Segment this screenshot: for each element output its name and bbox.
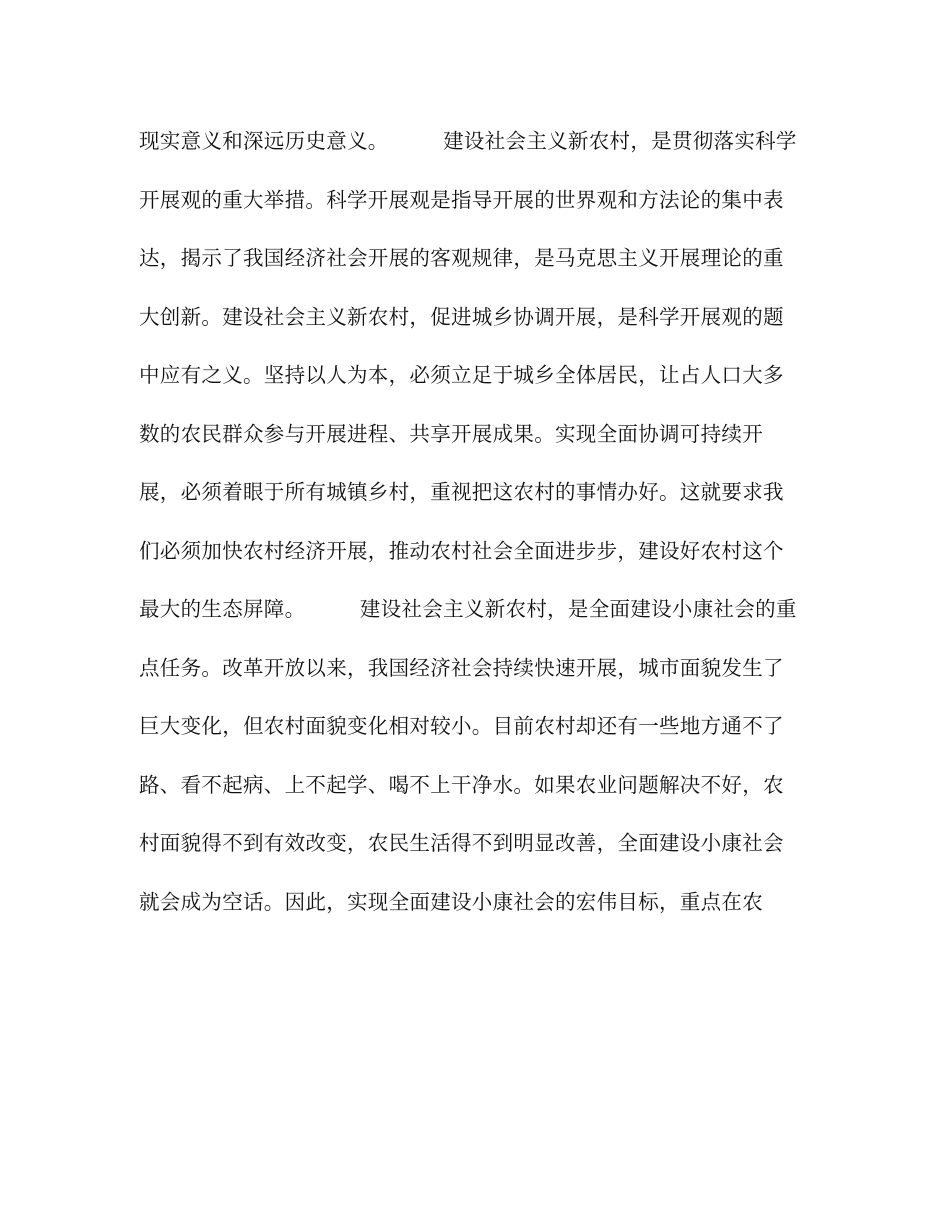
text-line-8: 们必须加快农村经济开展，推动农村社会全面进步步，建设好农村这个 (139, 538, 784, 563)
text-line-5: 中应有之义。坚持以人为本，必须立足于城乡全体居民，让占人口大多 (139, 363, 784, 387)
text-line-7: 展，必须着眼于所有城镇乡村，重视把这农村的事情办好。这就要求我 (139, 480, 784, 504)
text-line-12: 路、看不起病、上不起学、喝不上干净水。如果农业问题解决不好，农 (139, 772, 784, 797)
text-line-13: 村面貌得不到有效改变，农民生活得不到明显改善，全面建设小康社会 (139, 831, 784, 855)
text-line-9: 最大的生态屏障。 建设社会主义新农村，是全面建设小康社会的重 (139, 597, 797, 621)
text-line-11: 巨大变化，但农村面貌变化相对较小。目前农村却还有一些地方通不了 (139, 714, 784, 738)
text-line-10: 点任务。改革开放以来，我国经济社会持续快速开展，城市面貌发生了 (139, 655, 784, 680)
text-line-1: 现实意义和深远历史意义。 建设社会主义新农村，是贯彻落实科学 (139, 129, 797, 153)
text-line-14: 就会成为空话。因此，实现全面建设小康社会的宏伟目标，重点在农 (139, 889, 763, 914)
text-line-2: 开展观的重大举措。科学开展观是指导开展的世界观和方法论的集中表 (139, 187, 784, 212)
body-text (139, 118, 819, 937)
text-line-3: 达，揭示了我国经济社会开展的客观规律，是马克思主义开展理论的重 (139, 246, 784, 270)
text-line-4: 大创新。建设社会主义新农村，促进城乡协调开展，是科学开展观的题 (139, 304, 784, 329)
text-line-6: 数的农民群众参与开展进程、共享开展成果。实现全面协调可持续开 (139, 421, 763, 446)
